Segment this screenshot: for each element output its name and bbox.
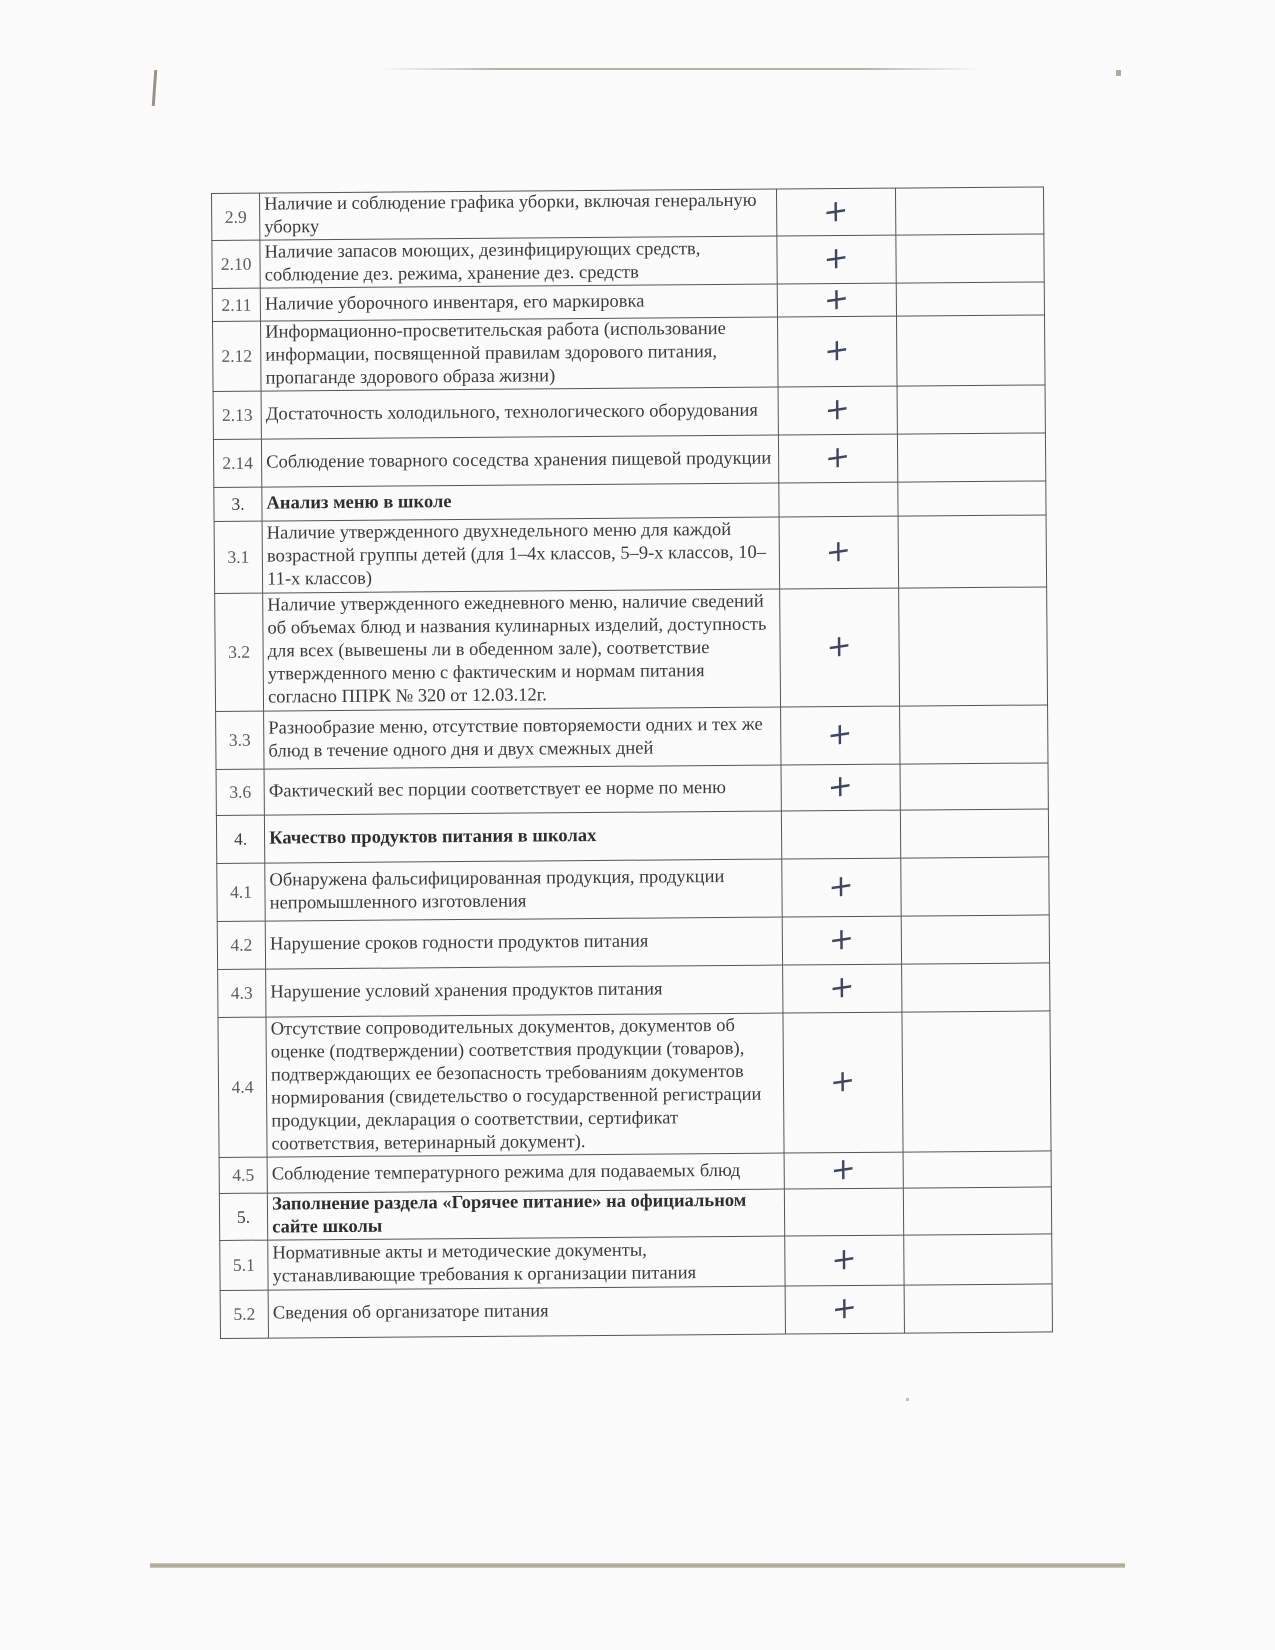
section-title: Анализ меню в школе	[262, 483, 780, 521]
section-number: 3.	[214, 487, 262, 521]
item-description: Достаточность холодильного, технологического оборудования	[261, 387, 779, 439]
checklist-table	[211, 186, 1053, 1339]
check-mark-cell	[777, 235, 895, 284]
handwritten-plus: +	[823, 239, 850, 279]
table-row	[213, 315, 1046, 392]
scan-dot	[1116, 70, 1121, 76]
item-number: 4.1	[217, 863, 266, 921]
item-description: Наличие запасов моющих, дезинфицирующих средств, соблюдение дез. режима, хранение дез. средств	[260, 236, 778, 288]
handwritten-plus: +	[828, 867, 855, 907]
notes-cell	[895, 187, 1044, 235]
item-description: Нарушение условий хранения продуктов питания	[266, 965, 784, 1017]
notes-cell	[903, 1151, 1052, 1188]
item-description: Соблюдение температурного режима для подаваемых блюд	[267, 1153, 785, 1193]
table-row	[212, 187, 1044, 241]
handwritten-plus: +	[826, 532, 852, 572]
check-mark-cell	[779, 434, 897, 483]
handwritten-plus: +	[823, 191, 849, 231]
section-number: 4.	[216, 815, 264, 863]
table-row	[216, 763, 1048, 816]
notes-cell	[897, 433, 1046, 482]
checklist-body	[212, 187, 1053, 1338]
handwritten-plus: +	[832, 1289, 858, 1329]
item-number: 4.3	[218, 969, 266, 1017]
check-mark-cell	[781, 764, 899, 811]
notes-cell	[896, 282, 1045, 316]
handwritten-plus: +	[825, 390, 851, 430]
item-number: 2.9	[212, 193, 260, 240]
table-row	[215, 587, 1048, 712]
notes-cell	[903, 1187, 1052, 1235]
notes-cell	[903, 1234, 1052, 1285]
check-mark-cell	[785, 1188, 903, 1236]
handwritten-plus: +	[827, 627, 853, 667]
check-mark-cell	[780, 516, 899, 589]
section-title: Заполнение раздела «Горячее питание» на официальном сайте школы	[267, 1189, 785, 1240]
table-row	[216, 705, 1048, 770]
item-description: Сведения об организаторе питания	[268, 1286, 786, 1338]
section-number: 5.	[219, 1193, 267, 1240]
table-row	[217, 915, 1049, 970]
item-number: 2.10	[212, 240, 260, 288]
item-number: 4.2	[217, 921, 265, 969]
item-description: Нарушение сроков годности продуктов питания	[265, 917, 783, 969]
table-row	[218, 963, 1050, 1018]
item-description: Наличие утвержденного ежедневного меню, наличие сведений об объемах блюд и названия кулинарных изделий, доступность для всех (вывешены ли в обеденном зале), соответствие утвержденного меню с фактическим и нормам питания согласно ППРК № 320 от 12.03.12г.	[263, 589, 781, 711]
notes-cell	[896, 315, 1045, 386]
check-mark-cell	[778, 316, 897, 387]
handwritten-plus: +	[824, 279, 850, 319]
check-mark-cell	[783, 964, 901, 1013]
item-description: Разнообразие меню, отсутствие повторяемости одних и тех же блюд в течение одного дня и двух смежных дней	[264, 707, 782, 769]
check-mark-cell	[783, 1012, 902, 1153]
notes-cell	[901, 915, 1050, 964]
check-mark-cell	[779, 482, 897, 517]
handwritten-plus: +	[831, 1240, 857, 1280]
item-description: Отсутствие сопроводительных документов, документов об оценке (подтверждении) соответствия продукции (товаров), подтверждающих ее безопасность требованиям документов нормирования (свидетельство о государственной регистрации продукции, декларация о соответствии, сертификат соответствия, ветеринарный документ).	[266, 1013, 784, 1157]
handwritten-plus: +	[831, 1150, 857, 1190]
check-mark-cell	[786, 1285, 904, 1334]
table-row	[218, 1011, 1051, 1158]
item-description: Информационно-просветительская работа (использование информации, посвященной правилам здорового питания, пропаганде здорового образа жизни)	[261, 317, 779, 391]
notes-cell	[900, 809, 1049, 858]
item-number: 2.13	[213, 391, 261, 439]
table-row	[220, 1284, 1052, 1339]
section-row	[219, 1187, 1051, 1241]
item-number: 2.14	[213, 439, 261, 487]
section-title: Качество продуктов питания в школах	[264, 811, 782, 863]
table-row	[213, 433, 1045, 488]
check-mark-cell	[782, 858, 901, 917]
handwritten-plus: +	[829, 968, 855, 1008]
item-description: Наличие и соблюдение графика уборки, включая генеральную уборку	[260, 189, 778, 240]
check-mark-cell	[785, 1152, 903, 1189]
item-description: Нормативные акты и методические документы, устанавливающие требования к организации питания	[268, 1236, 786, 1290]
handwritten-plus: +	[828, 767, 854, 807]
item-number: 5.1	[220, 1240, 268, 1290]
check-mark-cell	[777, 188, 895, 236]
handwritten-plus: +	[827, 715, 853, 755]
check-mark-cell	[783, 916, 901, 965]
notes-cell	[899, 705, 1048, 764]
table-row	[214, 515, 1047, 594]
item-number: 4.5	[219, 1157, 267, 1193]
handwritten-plus: +	[829, 920, 855, 960]
item-description: Обнаружена фальсифицированная продукция, продукции непромышленного изготовления	[265, 859, 783, 921]
notes-cell	[902, 1011, 1052, 1152]
scan-bottom-edge	[150, 1563, 1125, 1568]
notes-cell	[895, 234, 1044, 283]
item-number: 3.3	[216, 711, 265, 769]
item-number: 4.4	[218, 1017, 267, 1157]
table-row	[213, 385, 1045, 440]
scan-top-edge	[380, 68, 980, 70]
check-mark-cell	[778, 386, 896, 435]
section-row	[216, 809, 1048, 864]
handwritten-plus: +	[825, 438, 851, 478]
notes-cell	[904, 1284, 1053, 1333]
notes-cell	[898, 515, 1047, 588]
notes-cell	[901, 963, 1050, 1012]
item-number: 2.12	[213, 321, 262, 391]
check-mark-cell	[781, 706, 900, 765]
item-description: Наличие уборочного инвентаря, его маркировка	[260, 284, 778, 321]
scan-speck	[906, 1398, 909, 1401]
table-row	[217, 857, 1049, 922]
handwritten-plus: +	[824, 331, 850, 371]
table-row	[220, 1234, 1052, 1291]
item-number: 3.1	[214, 521, 263, 593]
item-description: Наличие утвержденного двухнедельного меню для каждой возрастной группы детей (для 1–4х классов, 5–9-х классов, 10–11-х классов)	[262, 517, 780, 593]
check-mark-cell	[785, 1235, 903, 1286]
item-number: 5.2	[220, 1290, 268, 1338]
notes-cell	[897, 385, 1046, 434]
item-description: Фактический вес порции соответствует ее норме по меню	[264, 765, 782, 815]
check-mark-cell	[778, 279, 896, 319]
notes-cell	[898, 587, 1047, 706]
scan-edge-mark	[152, 70, 158, 106]
handwritten-plus: +	[830, 1062, 856, 1102]
item-number: 2.11	[212, 288, 260, 321]
notes-cell	[900, 857, 1049, 916]
table-row	[212, 234, 1044, 289]
item-description: Соблюдение товарного соседства хранения пищевой продукции	[262, 435, 780, 487]
item-number: 3.2	[215, 593, 264, 711]
check-mark-cell	[782, 810, 900, 859]
item-number: 3.6	[216, 769, 264, 815]
notes-cell	[900, 763, 1049, 810]
notes-cell	[897, 481, 1046, 516]
check-mark-cell	[780, 588, 899, 707]
